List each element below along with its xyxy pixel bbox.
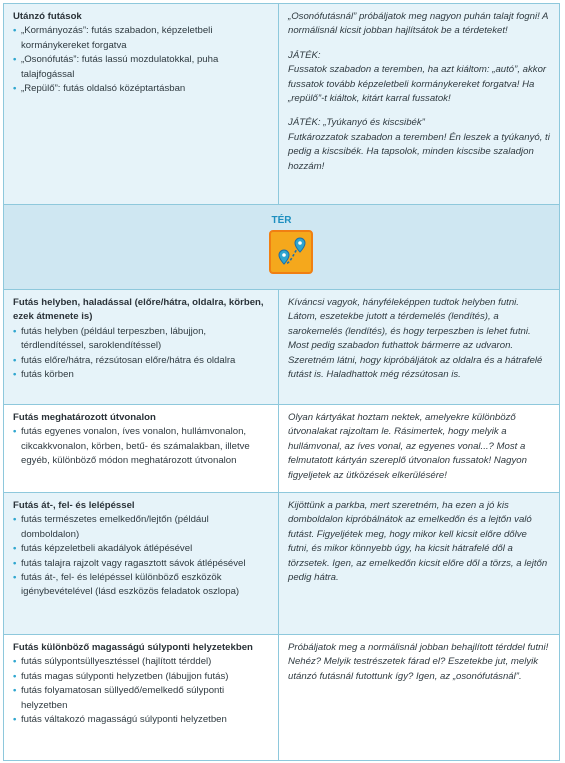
row-title: Futás különböző magasságú súlyponti helyzetekben: [13, 642, 253, 653]
table-row: [4, 404, 559, 492]
list-item: • „Repülő”: futás oldalsó középtartásban: [13, 82, 269, 96]
list-item: • futás előre/hátra, rézsútosan előre/hátra és oldalra: [13, 354, 269, 368]
map-route-icon: [269, 230, 313, 274]
instruction-text: Kíváncsi vagyok, hányféleképpen tudtok helyben futni. Látom, eszetekbe jutott a térdemelés (lendítés), a sarokemelés (lendítés), és hogy terpeszben is lehet futni. Most pedig szabadon futhattok bármerre az udvaron. Szeretném látni, hogy kipróbáljátok az oldalra és a hátrafelé futást is. Haladhattok még rézsútosan is.: [288, 297, 543, 380]
table-row: [4, 289, 559, 404]
bullet-list: [13, 24, 269, 96]
row-left-cell: [4, 405, 279, 492]
row-title: Futás meghatározott útvonalon: [13, 412, 156, 423]
instruction-text: Próbáljatok meg a normálisnál jobban behajlított térddel futni! Nehéz? Melyik testrészetek fárad el? Eszetekbe jut, melyik utánzó futásnál futottunk így? Igen, az „osonófutásnál”.: [288, 642, 549, 682]
list-item: • futás folyamatosan süllyedő/emelkedő súlyponti helyzetben: [13, 684, 269, 713]
list-item: • „Osonófutás”: futás lassú mozdulatokkal, puha talajfogással: [13, 53, 269, 82]
instruction-text: Olyan kártyákat hoztam nektek, amelyekre különböző útvonalakat rajzoltam le. Rásimertek, hogy melyik a hullámvonal, az íves vonal, az egyenes vonal...? Most a felmutatott kártyán szereplő útvonalon fussatok! Nagyon figyeljetek az ütközések elkerülésére!: [288, 412, 527, 481]
table-row: [4, 492, 559, 634]
section-header: [4, 204, 559, 289]
list-item: • futás talajra rajzolt vagy ragasztott sávok átlépésével: [13, 557, 269, 571]
row-title: Utánzó futások: [13, 11, 82, 22]
row-left-cell: [4, 290, 279, 404]
table-row: [4, 634, 559, 760]
instruction-text: „Osonófutásnál” próbáljatok meg nagyon puhán talajt fogni! A normálisnál kicsit jobban hajlítsátok be a térdeteket!: [288, 11, 549, 37]
row-right-cell: [279, 493, 559, 634]
list-item: • futás egyenes vonalon, íves vonalon, hullámvonalon, cikcakkvonalon, körben, betű- és számalakban, illetve egyéb, különböző módon meghatározott útvonalon: [13, 425, 269, 468]
row-right-cell: [279, 290, 559, 404]
bullet-list: [13, 655, 269, 727]
section-title: TÉR: [271, 215, 292, 226]
row-title: Futás helyben, haladással (előre/hátra, oldalra, körben, ezek átmenete is): [13, 297, 264, 323]
list-item: • futás képzeletbeli akadályok átlépésével: [13, 542, 269, 556]
list-item: • „Kormányozás”: futás szabadon, képzeletbeli kormánykereket forgatva: [13, 24, 269, 53]
row-right-cell: [279, 635, 559, 760]
list-item: • futás helyben (például terpeszben, lábujjon, térdlendítéssel, saroklendítéssel): [13, 325, 269, 354]
instruction-text: Kijöttünk a parkba, mert szeretném, ha ezen a jó kis domboldalon kipróbálnátok az emelkedőn és a lejtőn való futást. Figyeljétek meg, hogy mikor kell kicsit előre dőlve futni, és mikor könnyebb úgy, ha kicsit hátrafelé dől a törzsetek. Igen, az emelkedőn kicsit előre dől a törzs, a lejtőn pedig hátra.: [288, 500, 548, 583]
list-item: • futás természetes emelkedőn/lejtőn (például domboldalon): [13, 513, 269, 542]
list-item: • futás váltakozó magasságú súlyponti helyzetben: [13, 713, 269, 727]
row-right-cell: [279, 4, 559, 204]
bullet-list: [13, 425, 269, 468]
game-text: JÁTÉK: „Tyúkanyó és kiscsibék” Futkározzatok szabadon a teremben! Én leszek a tyúkanyó, ti pedig a kiscsibék. Ha tapsolok, minden kiscsibe szaladjon hozzám!: [288, 117, 550, 172]
bullet-list: [13, 513, 269, 599]
list-item: • futás magas súlyponti helyzetben (lábujjon futás): [13, 670, 269, 684]
row-right-cell: [279, 405, 559, 492]
game-text: JÁTÉK: Fussatok szabadon a teremben, ha azt kiáltom: „autó”, akkor fussatok tovább képzeletbeli kormánykereket forgatva! Ha „repülő”-t kiáltok, kitárt karral fussatok!: [288, 49, 547, 104]
row-left-cell: [4, 493, 279, 634]
activity-table: [3, 3, 560, 761]
list-item: • futás súlypontsüllyesztéssel (hajlított térddel): [13, 655, 269, 669]
row-left-cell: [4, 4, 279, 204]
list-item: • futás át-, fel- és lelépéssel különböző eszközök igénybevételével (lásd eszközös feladatok oszlopa): [13, 571, 269, 600]
row-title: Futás át-, fel- és lelépéssel: [13, 500, 135, 511]
table-row: [4, 4, 559, 204]
row-left-cell: [4, 635, 279, 760]
list-item: • futás körben: [13, 368, 269, 382]
bullet-list: [13, 325, 269, 383]
